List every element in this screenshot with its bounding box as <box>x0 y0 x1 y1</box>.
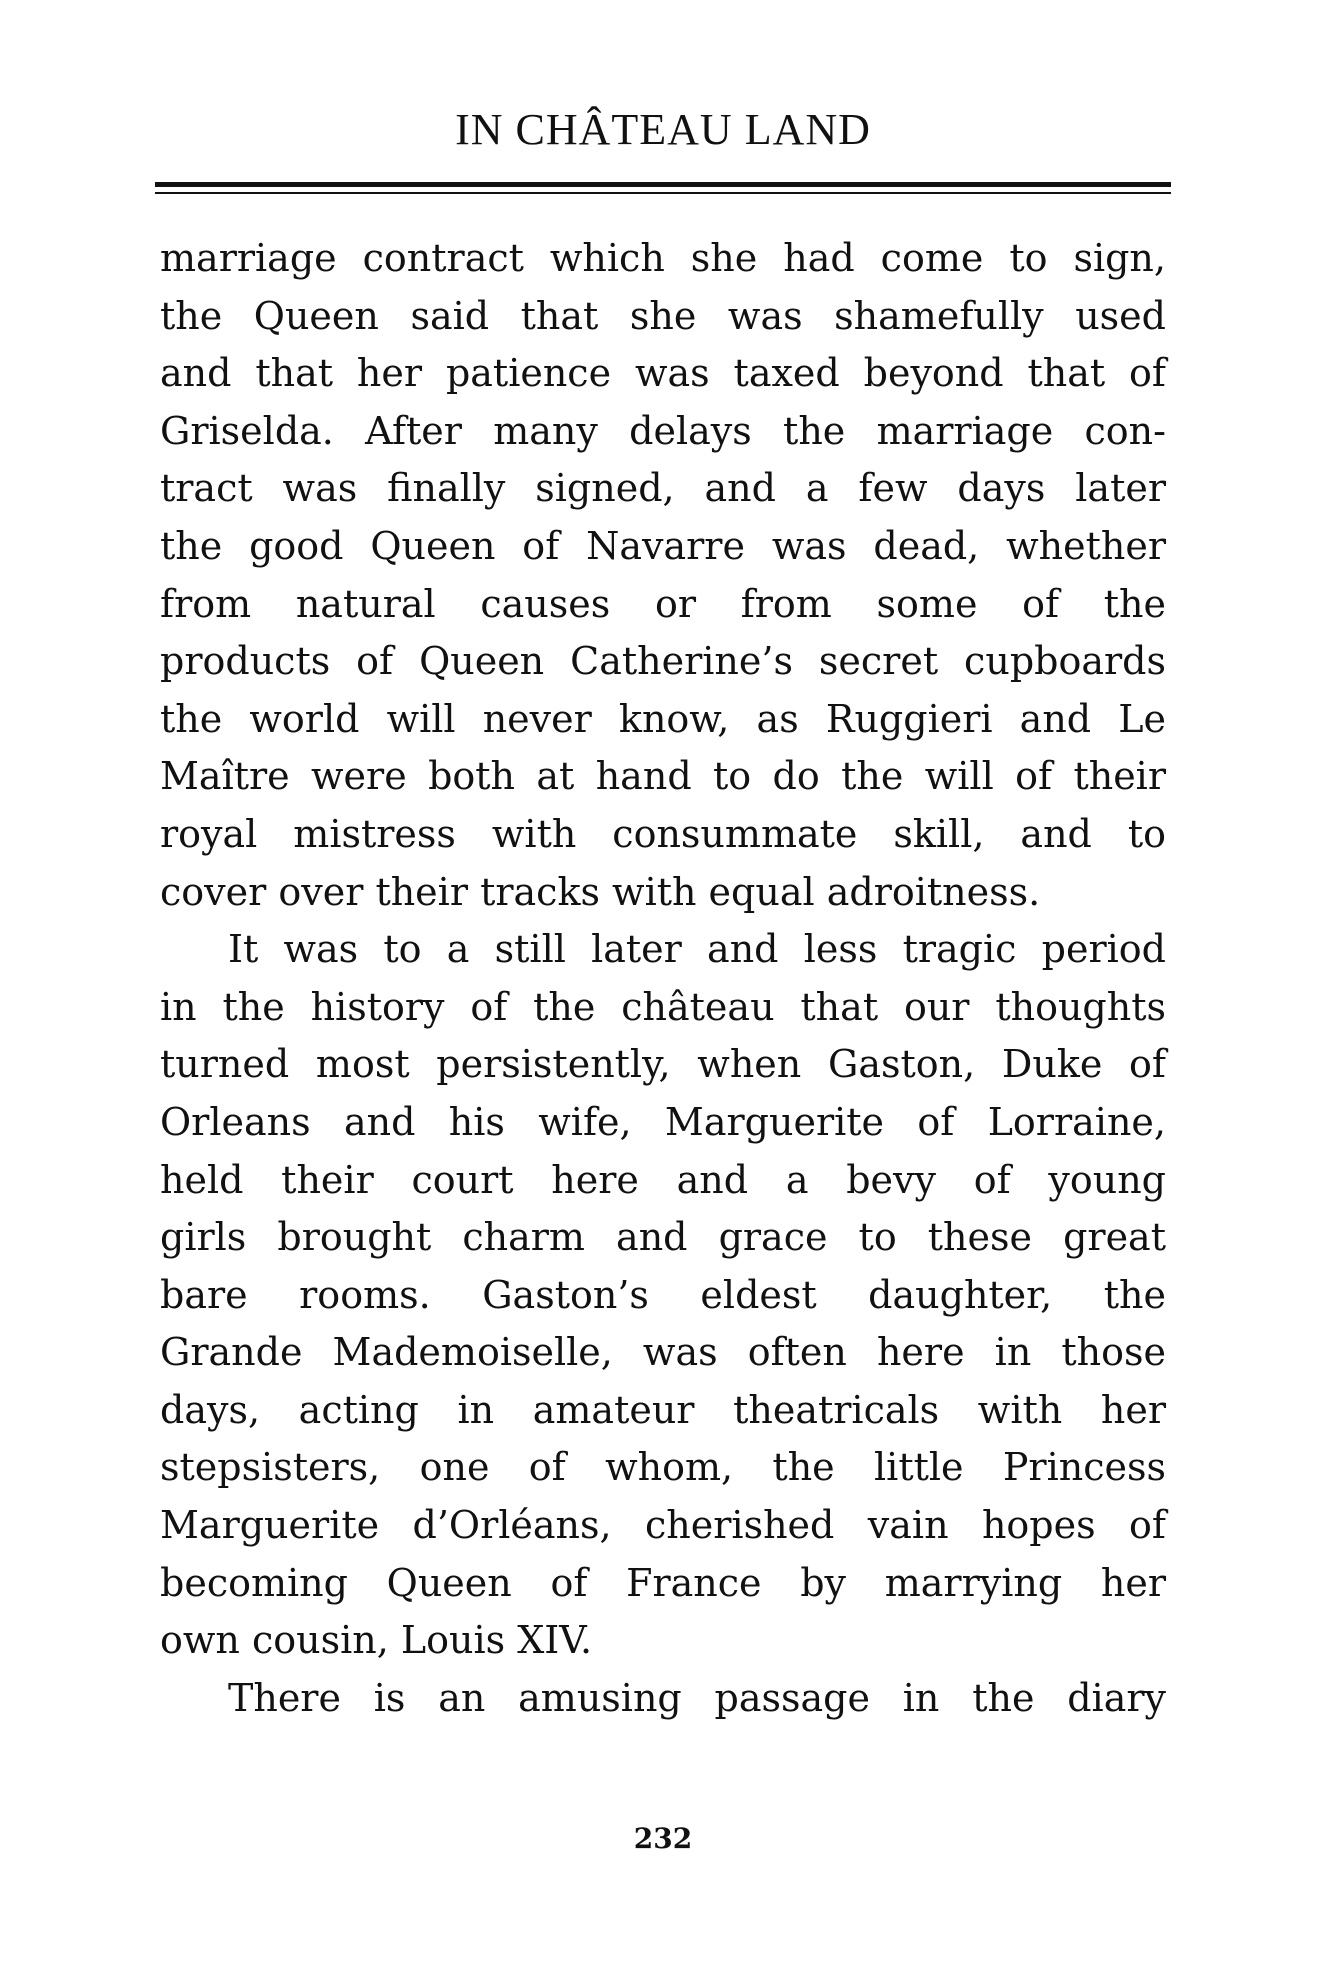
text-line: the Queen said that she was shamefully used <box>160 293 1166 338</box>
header-rule-thick <box>155 182 1171 187</box>
text-line: bare rooms. Gaston’s eldest daughter, the <box>160 1272 1166 1317</box>
text-line: from natural causes or from some of the <box>160 581 1166 626</box>
text-line: Griselda. After many delays the marriage con- <box>160 408 1166 453</box>
text-line: and that her patience was taxed beyond that of <box>160 351 1166 396</box>
text-line: Marguerite d’Orléans, cherished vain hopes of <box>160 1503 1166 1548</box>
header-rule-thin <box>155 192 1171 194</box>
body-text <box>160 230 1166 1727</box>
text-line: products of Queen Catherine’s secret cupboards <box>160 639 1166 684</box>
text-line: cover over their tracks with equal adroitness. <box>160 869 1041 914</box>
text-line: in the history of the château that our thoughts <box>160 984 1166 1029</box>
page-number: 232 <box>633 1822 693 1855</box>
text-line: becoming Queen of France by marrying her <box>160 1560 1166 1605</box>
text-line: There is an amusing passage in the diary <box>228 1675 1166 1720</box>
text-line: the world will never know, as Ruggieri and Le <box>160 696 1166 741</box>
text-line: turned most persistently, when Gaston, Duke of <box>160 1042 1166 1087</box>
text-line: held their court here and a bevy of young <box>160 1157 1166 1202</box>
text-line: girls brought charm and grace to these great <box>160 1215 1166 1260</box>
text-line: royal mistress with consummate skill, and to <box>160 811 1166 856</box>
text-line: the good Queen of Navarre was dead, whether <box>160 523 1166 568</box>
text-line: marriage contract which she had come to sign, <box>160 236 1166 280</box>
text-line: days, acting in amateur theatricals with her <box>160 1387 1166 1432</box>
running-head-title: IN CHÂTEAU LAND <box>455 105 871 154</box>
text-line: Orleans and his wife, Marguerite of Lorraine, <box>160 1099 1166 1144</box>
text-line: own cousin, Louis XIV. <box>160 1618 593 1663</box>
text-line: stepsisters, one of whom, the little Princess <box>160 1445 1166 1490</box>
text-line: tract was finally signed, and a few days later <box>160 466 1166 511</box>
text-line: Maître were both at hand to do the will of their <box>160 754 1166 799</box>
text-line: It was to a still later and less tragic period <box>228 927 1166 972</box>
text-line: Grande Mademoiselle, was often here in those <box>160 1330 1166 1375</box>
